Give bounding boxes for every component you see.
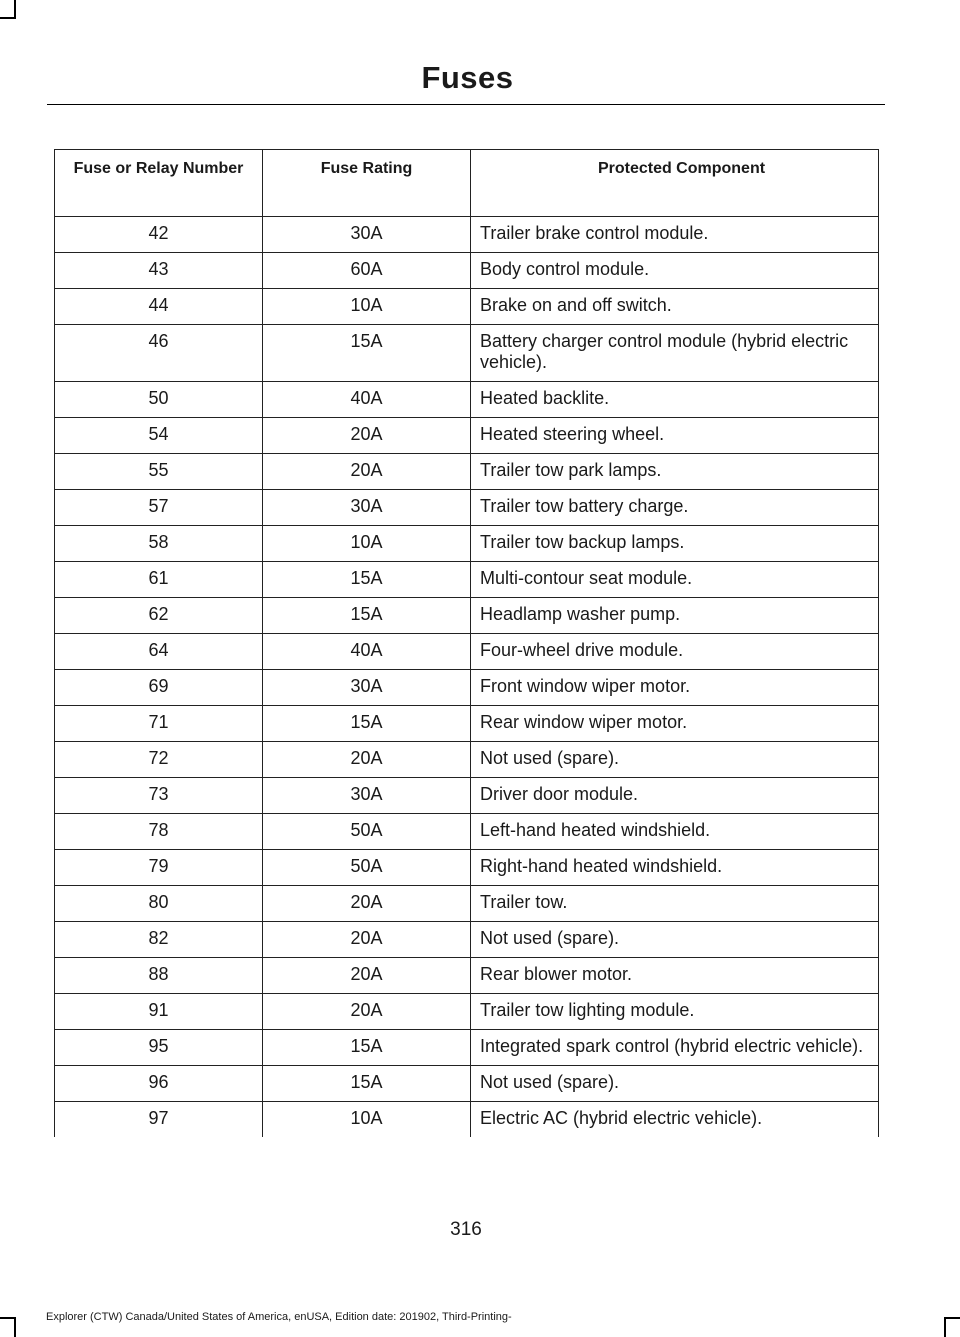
table-row <box>55 325 879 382</box>
protected-component-cell: Rear blower motor. <box>471 958 879 994</box>
fuse-number-cell: 91 <box>55 994 263 1030</box>
column-header-protected-component: Protected Component <box>471 150 879 217</box>
table-row <box>55 289 879 325</box>
table-row <box>55 1102 879 1138</box>
crop-mark <box>14 0 16 18</box>
fuse-rating-cell: 10A <box>263 526 471 562</box>
fuse-rating-cell: 15A <box>263 706 471 742</box>
fuse-number-cell: 69 <box>55 670 263 706</box>
fuse-number-cell: 72 <box>55 742 263 778</box>
table-row <box>55 634 879 670</box>
crop-mark <box>14 1318 16 1337</box>
fuse-number-cell: 82 <box>55 922 263 958</box>
table-row <box>55 217 879 253</box>
protected-component-cell: Front window wiper motor. <box>471 670 879 706</box>
protected-component-cell: Not used (spare). <box>471 1066 879 1102</box>
fuse-number-cell: 64 <box>55 634 263 670</box>
table-body <box>55 217 879 1138</box>
table-row <box>55 418 879 454</box>
fuse-rating-cell: 60A <box>263 253 471 289</box>
fuse-rating-cell: 20A <box>263 418 471 454</box>
fuse-rating-cell: 40A <box>263 382 471 418</box>
table-row <box>55 886 879 922</box>
table-row <box>55 742 879 778</box>
protected-component-cell: Headlamp washer pump. <box>471 598 879 634</box>
table-row <box>55 526 879 562</box>
table-row <box>55 850 879 886</box>
fuse-rating-cell: 10A <box>263 289 471 325</box>
protected-component-cell: Rear window wiper motor. <box>471 706 879 742</box>
table-row <box>55 706 879 742</box>
crop-mark <box>0 17 16 19</box>
fuse-number-cell: 88 <box>55 958 263 994</box>
protected-component-cell: Trailer brake control module. <box>471 217 879 253</box>
protected-component-cell: Trailer tow lighting module. <box>471 994 879 1030</box>
protected-component-cell: Brake on and off switch. <box>471 289 879 325</box>
fuse-number-cell: 79 <box>55 850 263 886</box>
protected-component-cell: Right-hand heated windshield. <box>471 850 879 886</box>
fuse-number-cell: 43 <box>55 253 263 289</box>
crop-mark <box>0 1317 16 1319</box>
fuse-rating-cell: 15A <box>263 1030 471 1066</box>
protected-component-cell: Heated steering wheel. <box>471 418 879 454</box>
fuse-number-cell: 96 <box>55 1066 263 1102</box>
crop-mark <box>944 1317 960 1319</box>
fuse-number-cell: 57 <box>55 490 263 526</box>
table-row <box>55 958 879 994</box>
fuse-number-cell: 71 <box>55 706 263 742</box>
fuse-number-cell: 95 <box>55 1030 263 1066</box>
protected-component-cell: Multi-contour seat module. <box>471 562 879 598</box>
column-header-fuse-number: Fuse or Relay Number <box>55 150 263 217</box>
table-row <box>55 454 879 490</box>
table-row <box>55 253 879 289</box>
protected-component-cell: Integrated spark control (hybrid electric vehicle). <box>471 1030 879 1066</box>
fuse-number-cell: 80 <box>55 886 263 922</box>
table-row <box>55 1030 879 1066</box>
fuse-rating-cell: 20A <box>263 742 471 778</box>
fuse-rating-cell: 15A <box>263 562 471 598</box>
protected-component-cell: Trailer tow park lamps. <box>471 454 879 490</box>
protected-component-cell: Driver door module. <box>471 778 879 814</box>
fuse-rating-cell: 20A <box>263 994 471 1030</box>
fuse-rating-cell: 20A <box>263 454 471 490</box>
fuse-rating-cell: 30A <box>263 217 471 253</box>
fuse-number-cell: 42 <box>55 217 263 253</box>
fuse-rating-cell: 50A <box>263 814 471 850</box>
fuse-rating-cell: 30A <box>263 490 471 526</box>
fuse-number-cell: 61 <box>55 562 263 598</box>
fuse-number-cell: 58 <box>55 526 263 562</box>
fuse-number-cell: 46 <box>55 325 263 382</box>
fuse-rating-cell: 15A <box>263 1066 471 1102</box>
table-row <box>55 562 879 598</box>
page-title: Fuses <box>421 60 514 95</box>
fuse-number-cell: 78 <box>55 814 263 850</box>
protected-component-cell: Trailer tow. <box>471 886 879 922</box>
header-rule <box>47 104 885 105</box>
fuse-rating-cell: 15A <box>263 598 471 634</box>
table-row <box>55 922 879 958</box>
table-row <box>55 994 879 1030</box>
fuse-number-cell: 44 <box>55 289 263 325</box>
fuse-number-cell: 50 <box>55 382 263 418</box>
page-number: 316 <box>450 1219 482 1240</box>
protected-component-cell: Battery charger control module (hybrid electric vehicle). <box>471 325 879 382</box>
table-row <box>55 670 879 706</box>
protected-component-cell: Heated backlite. <box>471 382 879 418</box>
fuse-rating-cell: 50A <box>263 850 471 886</box>
table-header-row <box>55 150 879 217</box>
table-row <box>55 382 879 418</box>
table-row <box>55 1066 879 1102</box>
fuse-rating-cell: 20A <box>263 886 471 922</box>
protected-component-cell: Not used (spare). <box>471 922 879 958</box>
fuse-rating-cell: 10A <box>263 1102 471 1138</box>
fuse-number-cell: 55 <box>55 454 263 490</box>
table-row <box>55 490 879 526</box>
table-row <box>55 598 879 634</box>
fuse-rating-cell: 15A <box>263 325 471 382</box>
protected-component-cell: Four-wheel drive module. <box>471 634 879 670</box>
fuse-number-cell: 62 <box>55 598 263 634</box>
protected-component-cell: Trailer tow battery charge. <box>471 490 879 526</box>
fuse-rating-cell: 20A <box>263 958 471 994</box>
crop-mark <box>944 1318 946 1337</box>
table-row <box>55 778 879 814</box>
fuse-number-cell: 54 <box>55 418 263 454</box>
protected-component-cell: Trailer tow backup lamps. <box>471 526 879 562</box>
protected-component-cell: Body control module. <box>471 253 879 289</box>
protected-component-cell: Left-hand heated windshield. <box>471 814 879 850</box>
table-row <box>55 814 879 850</box>
column-header-fuse-rating: Fuse Rating <box>263 150 471 217</box>
fuse-rating-cell: 40A <box>263 634 471 670</box>
fuse-number-cell: 97 <box>55 1102 263 1138</box>
fuse-table <box>54 149 879 1137</box>
fuse-rating-cell: 30A <box>263 778 471 814</box>
protected-component-cell: Electric AC (hybrid electric vehicle). <box>471 1102 879 1138</box>
fuse-rating-cell: 20A <box>263 922 471 958</box>
fuse-rating-cell: 30A <box>263 670 471 706</box>
footer-text: Explorer (CTW) Canada/United States of America, enUSA, Edition date: 201902, Third-Printing- <box>46 1311 512 1323</box>
protected-component-cell: Not used (spare). <box>471 742 879 778</box>
fuse-number-cell: 73 <box>55 778 263 814</box>
